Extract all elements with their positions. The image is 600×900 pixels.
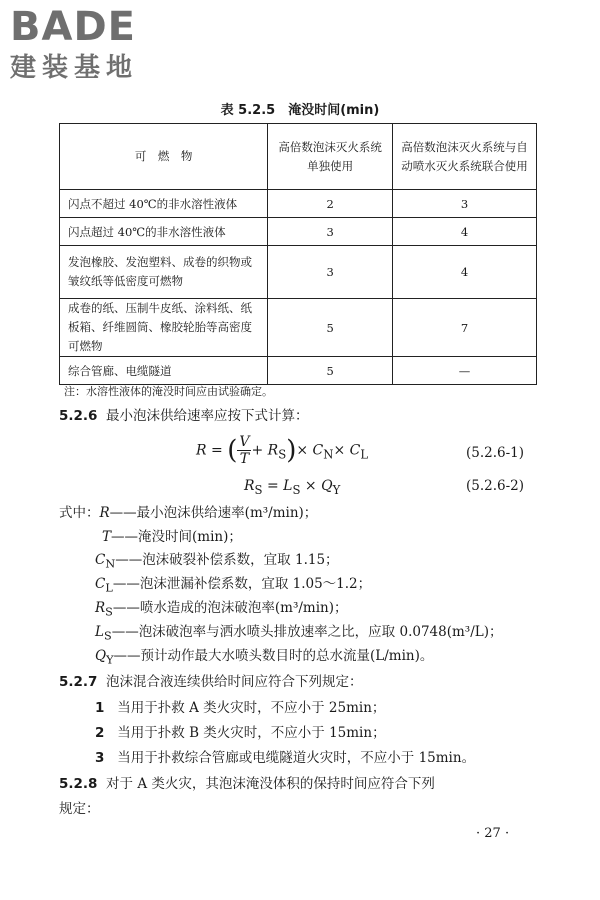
- table-cell: —: [392, 357, 536, 385]
- equation-number-2: (5.2.6-2): [466, 478, 525, 494]
- table-cell: 4: [392, 246, 536, 299]
- table-row: [60, 357, 537, 385]
- eq-fraction: $\frac{V}{T}$: [239, 434, 250, 467]
- section-number: 5.2.6: [59, 408, 98, 424]
- table-title: 表 5.2.5 淹没时间(min): [220, 103, 380, 118]
- header-combustible: 可 燃 物: [60, 124, 268, 190]
- section-5-2-6-heading: [59, 406, 309, 426]
- table-cell: 3: [268, 246, 393, 299]
- table-cell: 发泡橡胶、发泡塑料、成卷的织物或皱纹纸等低密度可燃物: [60, 246, 268, 299]
- section-5-2-8-continuation: 规定：: [59, 801, 100, 817]
- table-cell: 闪点不超过 40℃的非水溶性液体: [60, 190, 268, 218]
- table-cell: 7: [392, 299, 536, 357]
- definition-item: $Q_Y——$预计动作最大水喷头数目时的总水流量(L/min)。: [95, 648, 434, 667]
- table-cell: 成卷的纸、压制牛皮纸、涂料纸、纸板箱、纤维圆筒、橡胶轮胎等高密度可燃物: [60, 299, 268, 357]
- table-cell: 5: [268, 357, 393, 385]
- table-header-row: [60, 124, 537, 190]
- equation-number-1: (5.2.6-1): [466, 445, 525, 461]
- table-cell: 闪点超过 40℃的非水溶性液体: [60, 218, 268, 246]
- list-item: 3 当用于扑救综合管廊或电缆隧道火灾时，不应小于 15min。: [95, 750, 476, 766]
- logo-sub-text: 建装基地: [10, 53, 139, 83]
- table-row: [60, 218, 537, 246]
- table-cell: 5: [268, 299, 393, 357]
- eq-lhs: R =: [196, 442, 223, 459]
- table-cell: 综合管廊、电缆隧道: [60, 357, 268, 385]
- header-combined: 高倍数泡沫灭火系统与自动喷水灭火系统联合使用: [392, 124, 536, 190]
- brand-logo: [10, 4, 190, 90]
- table-cell: 2: [268, 190, 393, 218]
- logo-main-text: BADE: [10, 4, 136, 50]
- definition-item: $C_N——$泡沫破裂补偿系数，宜取 1.15；: [95, 552, 339, 571]
- table-cell: 3: [268, 218, 393, 246]
- table-row: [60, 190, 537, 218]
- definition-item: $C_L——$泡沫泄漏补偿系数，宜取 1.05～1.2；: [95, 576, 372, 595]
- definition-item: $R_S——$喷水造成的泡沫破泡率(m³/min)；: [95, 600, 348, 619]
- where-clause: 式中：R——最小泡沫供给速率(m³/min)；: [59, 505, 318, 521]
- table-note: 注：水溶性液体的淹没时间应由试验确定。: [64, 385, 273, 398]
- section-5-2-7-heading: 5.2.7 泡沫混合液连续供给时间应符合下列规定：: [59, 674, 363, 690]
- table-cell: 3: [392, 190, 536, 218]
- definition-item: $L_S——$泡沫破泡率与洒水喷头排放速率之比，应取 0.0748(m³/L)；: [95, 624, 503, 643]
- submersion-time-table: [59, 123, 537, 385]
- list-item: 2 当用于扑救 B 类火灾时，不应小于 15min；: [95, 725, 386, 741]
- equation-5-2-6-2: $R_S = L_S \times Q_Y$: [244, 478, 341, 497]
- section-5-2-8-heading: 5.2.8 对于 A 类火灾，其泡沫淹没体积的保持时间应符合下列: [59, 776, 435, 792]
- table-cell: 4: [392, 218, 536, 246]
- list-item: 1 当用于扑救 A 类火灾时，不应小于 25min；: [95, 700, 386, 716]
- equation-5-2-6-1: R = ( $\frac{V}{T}$ + $R_S)\times C_N\times C_L$: [196, 434, 369, 467]
- definition-item: T——淹没时间(min)；: [102, 529, 242, 545]
- table-row: [60, 299, 537, 357]
- header-standalone: 高倍数泡沫灭火系统单独使用: [268, 124, 393, 190]
- section-text: 最小泡沫供给速率应按下式计算：: [106, 408, 309, 424]
- page-number: · 27 ·: [476, 826, 510, 841]
- table-row: [60, 246, 537, 299]
